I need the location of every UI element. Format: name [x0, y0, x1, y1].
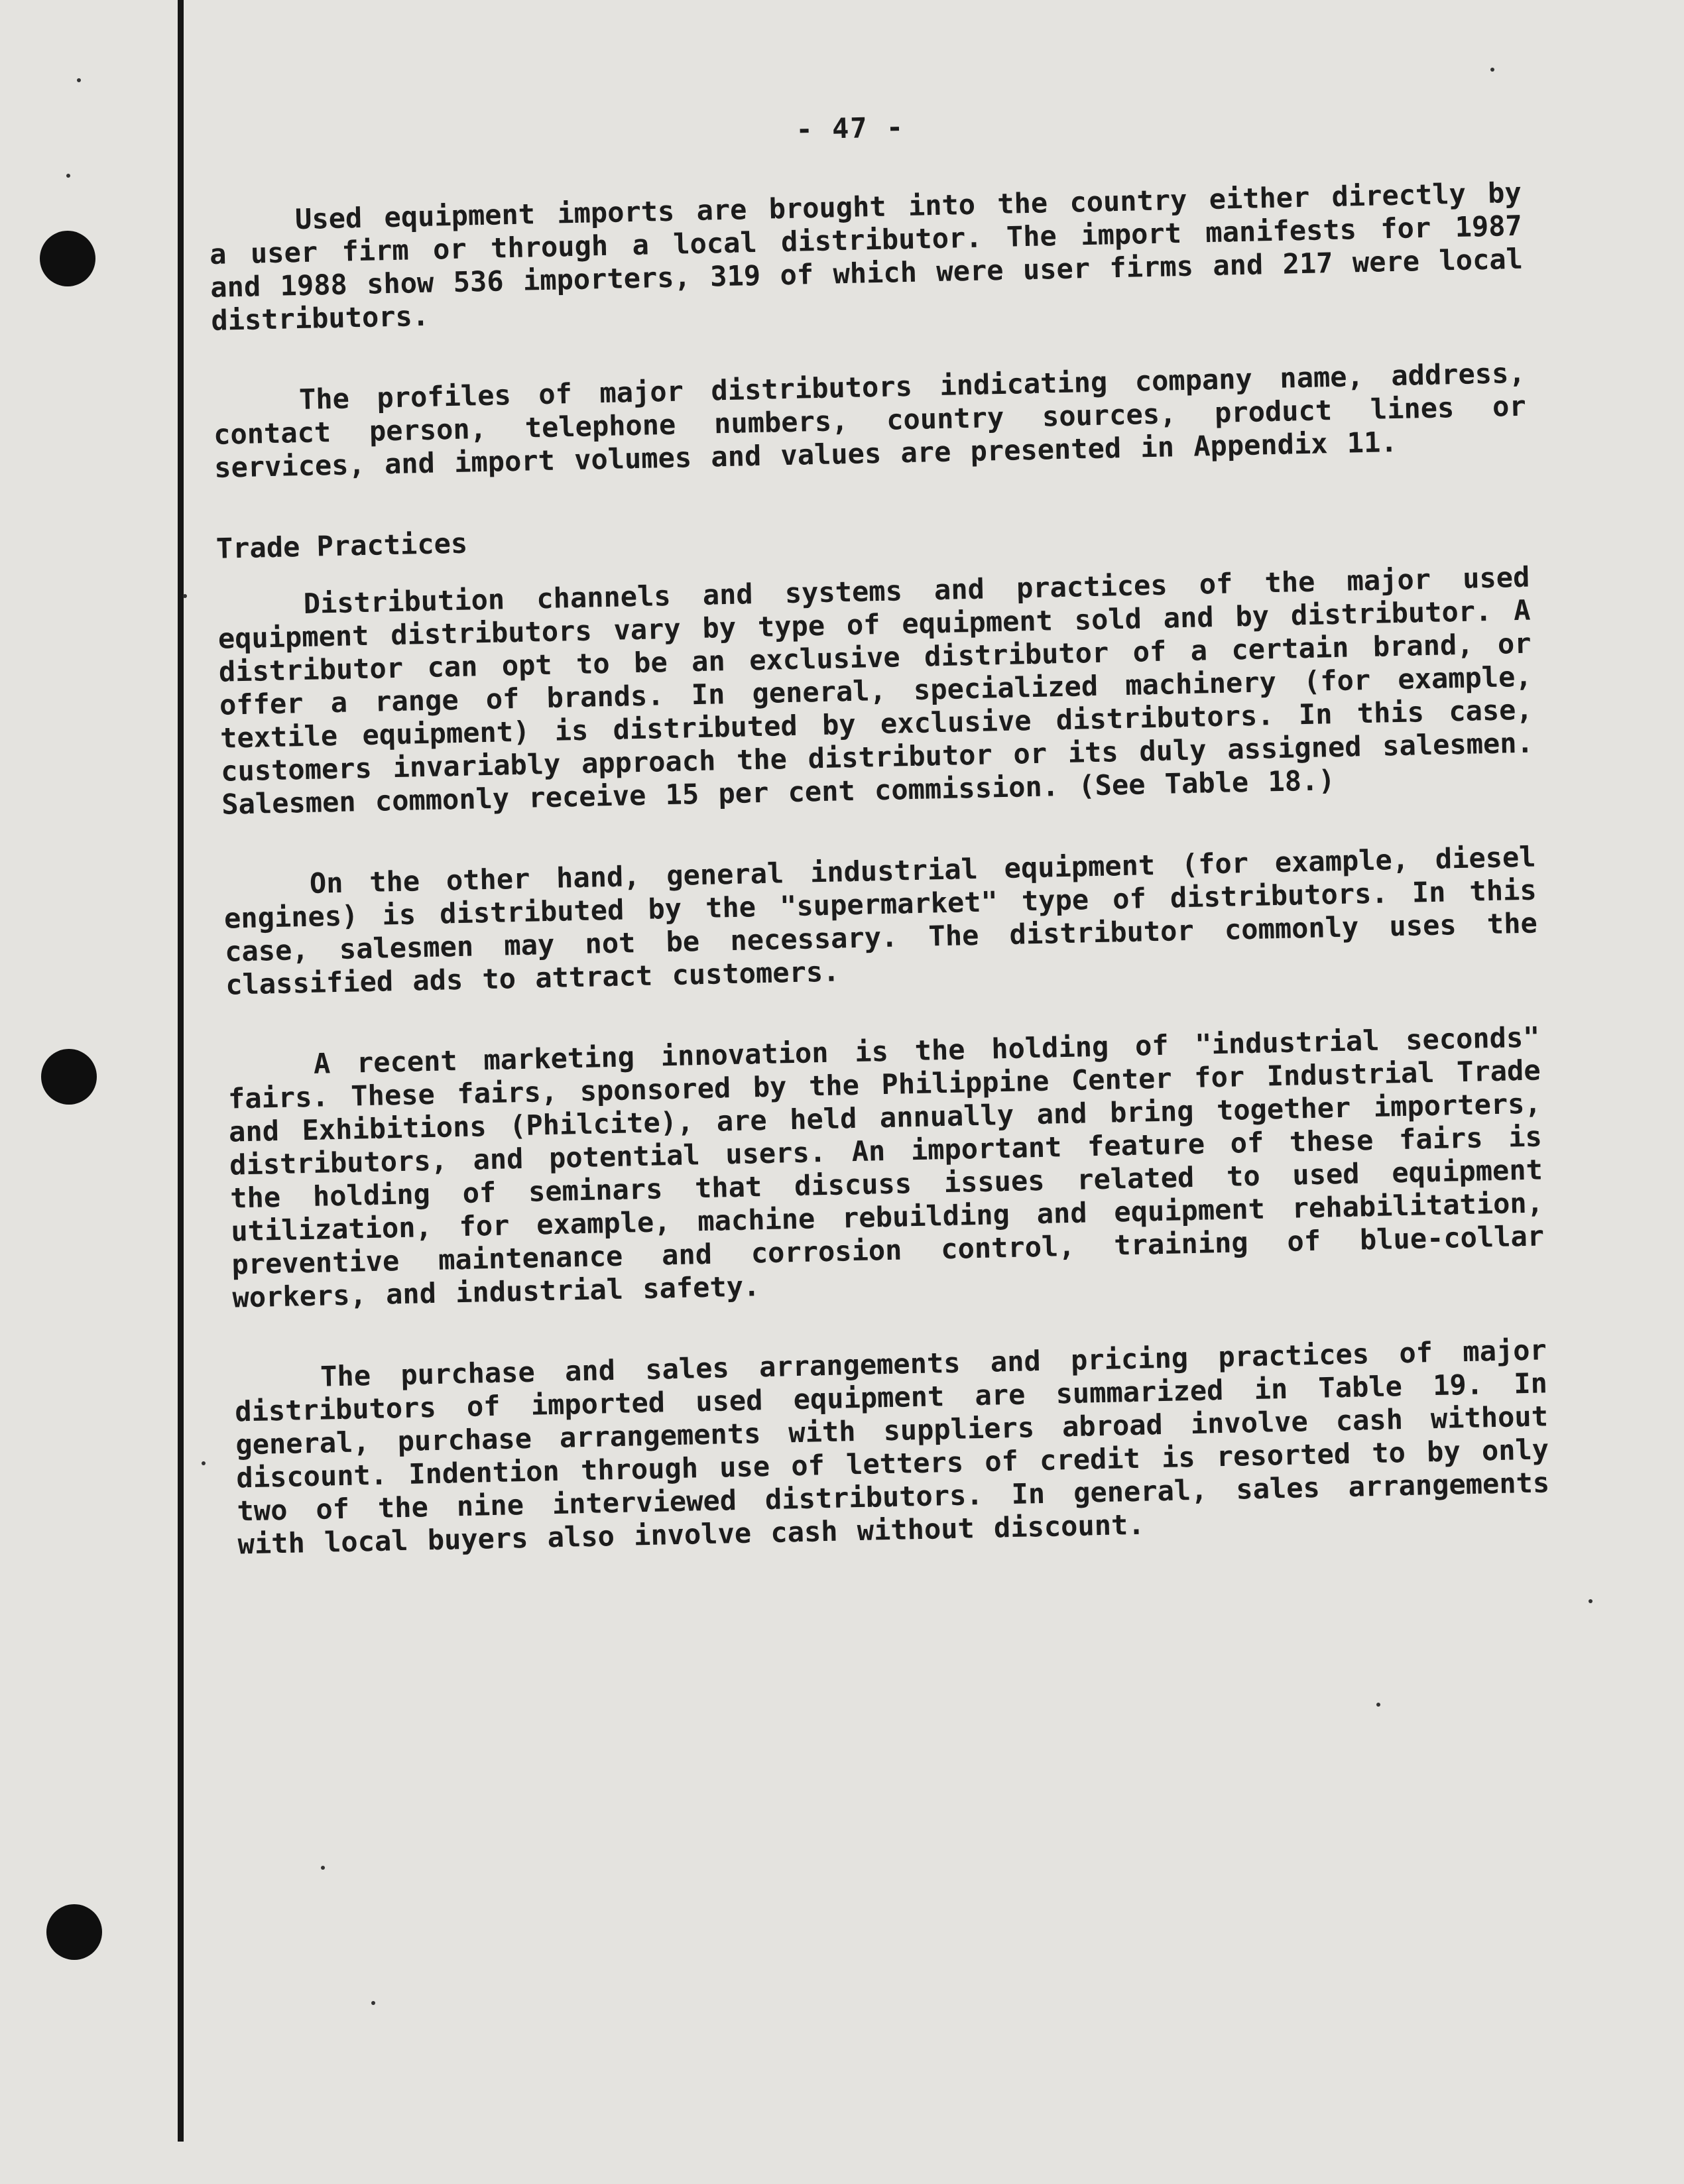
paragraph-used-equipment-imports: Used equipment imports are brought into the country either directly by a user firm or through a local distributor. The import manifests for 1987 and 1988 show 536 importers, 319 of which were user firms and 217 were local distributors. [209, 176, 1524, 337]
page-text-block [207, 97, 1551, 1609]
paragraph-distribution-channels: Distribution channels and systems and practices of the major used equipment distributors vary by type of equipment sold and by distributor. A distributor can opt to be an exclusive distributor of a certain brand, or offer a range of brands. In general, specialized machinery (for example, textile equipment) is distributed by exclusive distributors. In this case, customers invariably approach the distributor or its duly assigned salesmen. Salesmen commonly receive 15 per cent commission. (See Table 18.) [217, 560, 1534, 821]
punch-hole-middle [41, 1049, 97, 1105]
paper-speck [1490, 68, 1494, 72]
paragraph-purchase-sales-arrangements: The purchase and sales arrangements and pricing practices of major distributors of imported used equipment are summarized in Table 19. In general, purchase arrangements with suppliers abroad involve cash without discount. Indention through use of letters of credit is resorted to by only two of the nine interviewed distributors. In general, sales arrangements with local buyers also involve cash without discount. [234, 1333, 1550, 1561]
binding-margin-line [178, 0, 184, 2142]
paper-speck [1376, 1703, 1380, 1707]
section-heading: Trade Practices [215, 526, 468, 565]
paragraph-distributor-profiles: The profiles of major distributors indicating company name, address, contact person, telephone numbers, country sources, product lines or services, and import volumes and values are presented in Appendix 11. [213, 356, 1527, 484]
punch-hole-top [40, 231, 95, 286]
paper-speck [371, 2001, 375, 2005]
punch-hole-bottom [46, 1904, 102, 1960]
paragraph-general-industrial-equipment: On the other hand, general industrial equipment (for example, diesel engines) is distributed by the "supermarket" type of distributors. In this case, salesmen may not be necessary. The distributor commonly uses the classified ads to attract customers. [223, 840, 1538, 1001]
paper-speck [1589, 1599, 1593, 1603]
paper-speck [202, 1461, 206, 1465]
paper-speck [77, 78, 81, 82]
paper-speck [321, 1866, 325, 1870]
paper-speck [183, 594, 187, 598]
paragraph-industrial-seconds-fairs: A recent marketing innovation is the holding of "industrial seconds" fairs. These fairs, sponsored by the Philippine Center for Industrial Trade and Exhibitions (Philcite), are held annually and bring together importers, distributors, and potential users. An important feature of these fairs is the holding of seminars that discuss issues related to used equipment utilization, for example, machine rebuilding and equipment rehabilitation, preventive maintenance and corrosion control, training of blue-collar workers, and industrial safety. [227, 1020, 1545, 1314]
paper-speck [66, 174, 70, 178]
page-number: - 47 - [795, 111, 905, 146]
